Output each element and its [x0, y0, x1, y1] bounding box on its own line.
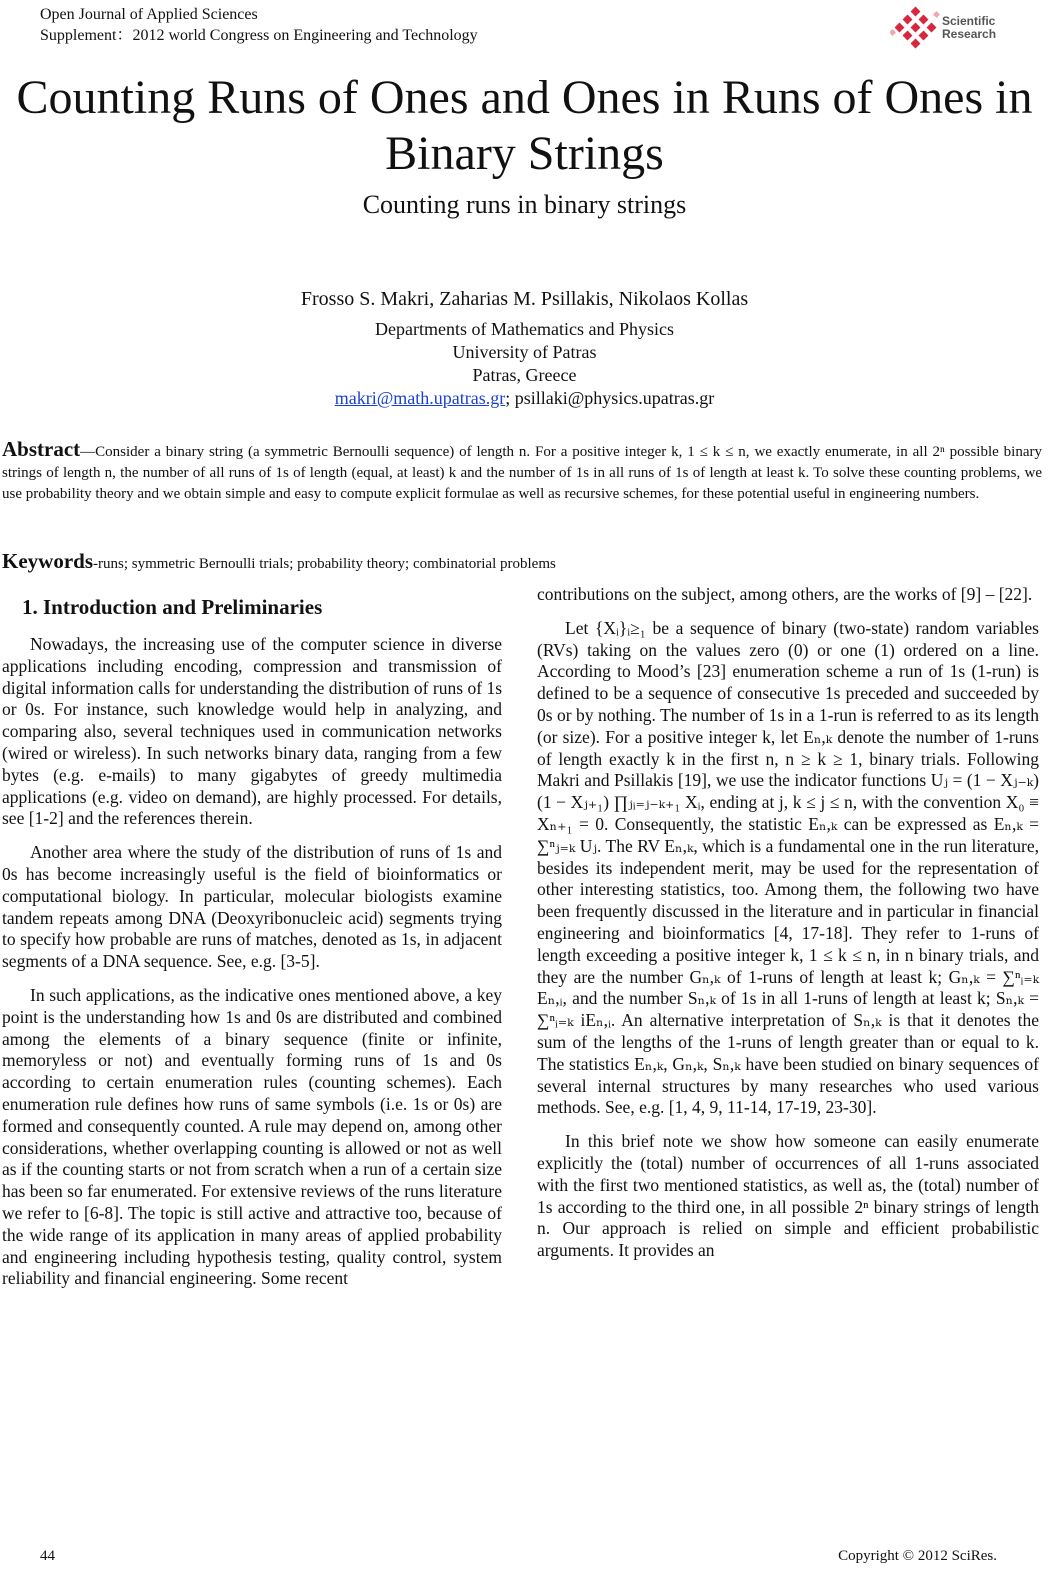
logo-text — [942, 15, 996, 41]
right-column — [537, 584, 1039, 1274]
affiliation-line: Patras, Greece — [472, 365, 577, 385]
paragraph: Let {Xᵢ}ᵢ≥₁ be a sequence of binary (two-state) random variables (RVs) taking on the values zero (0) or one (1) ordered on a line. According to Mood’s [23] enumeration scheme a run of 1s (1-run) is defined to be a sequence of consecutive 1s preceded and succeeded by 0s or by nothing. The number of 1s in a 1-run is referred to as its length (or size). For a positive integer k, let Eₙ,ₖ denote the number of 1-runs of length exactly k in the first n, n ≥ k ≥ 1, binary trials. Following Makri and Psillakis [19], we use the indicator functions Uⱼ = (1 − Xⱼ₋ₖ)(1 − Xⱼ₊₁) ∏ⱼᵢ₌ⱼ₋ₖ₊₁ Xᵢ, ending at j, k ≤ j ≤ n, with the convention X₀ ≡ Xₙ₊₁ = 0. Consequently, the statistic Eₙ,ₖ can be expressed as Eₙ,ₖ = ∑ⁿⱼ₌ₖ Uⱼ. The RV Eₙ,ₖ, which is a fundamental one in the run literature, besides its independent merit, may be used for the representation of other interesting statistics, too. Among them, the following two have been frequently discussed in the literature and in particular in financial engineering and bioinformatics [4, 17-18]. They refer to 1-runs of length exceeding a positive integer k, 1 ≤ k ≤ n, in n binary trials, and they are the number Gₙ,ₖ of 1-runs of length at least k; Gₙ,ₖ = ∑ⁿᵢ₌ₖ Eₙ,ᵢ, and the number Sₙ,ₖ of 1s in all 1-runs of length at least k; Sₙ,ₖ = ∑ⁿᵢ₌ₖ iEₙ,ᵢ. An alternative interpretation of Sₙ,ₖ is that it denotes the sum of the lengths of the 1-runs of length greater than or equal to k. The statistics Eₙ,ₖ, Gₙ,ₖ, Sₙ,ₖ have been studied on binary sequences of several internal structures by many researches who used various methods. See, e.g. [1, 4, 9, 11-14, 17-19, 23-30]. — [537, 617, 1039, 1118]
diamond-logo-icon — [890, 6, 940, 52]
affiliation-line: Departments of Mathematics and Physics — [375, 319, 674, 339]
keywords-text: -runs; symmetric Bernoulli trials; probability theory; combinatorial problems — [93, 556, 556, 572]
journal-name: Open Journal of Applied Sciences — [40, 6, 258, 23]
paragraph: In such applications, as the indicative ones mentioned above, a key point is the understanding how 1s and 0s are distributed and combined among the elements of a binary sequence (finite or infinite, memoryless or not) and eventually forming runs of 1s and 0s according to certain enumeration rules (counting schemes). Each enumeration rule defines how runs of same symbols (i.e. 1s or 0s) are formed and consequently counted. A rule may depend on, among other considerations, whether overlapping counting is allowed or not as well as if the counting starts or not from scratch when a run of a certain size has been so far enumerated. For extensive reviews of the runs literature we refer to [6-8]. The topic is still active and attractive too, because of the wide range of its application in many areas of applied probability and engineering including hypothesis testing, quality control, system reliability and financial engineering. Some recent — [2, 984, 502, 1289]
abstract-text: —Consider a binary string (a symmetric Bernoulli sequence) of length n. For a positive integer k, 1 ≤ k ≤ n, we exactly enumerate, in all 2ⁿ possible binary strings of length n, the number of all runs of 1s of length (equal, at least) k and the number of 1s in all runs of 1s of length at least k. To solve these counting problems, we use probability theory and we obtain simple and easy to compute explicit formulae as well as recursive schemes, for these potential useful in engineering numbers. — [2, 444, 1042, 502]
logo-line2: Research — [942, 27, 997, 41]
affiliation-line: University of Patras — [452, 342, 597, 362]
email-link[interactable]: makri@math.upatras.gr — [334, 388, 506, 408]
paper-subtitle: Counting runs in binary strings — [362, 190, 687, 219]
section-heading: 1. Introduction and Preliminaries — [22, 595, 323, 619]
abstract-label: Abstract — [2, 437, 81, 461]
journal-supplement: Supplement：2012 world Congress on Engineering and Technology — [40, 27, 478, 44]
copyright: Copyright © 2012 SciRes. — [838, 1548, 997, 1564]
paragraph: In this brief note we show how someone can easily enumerate explicitly the (total) number of occurrences of all 1-runs associated with the first two mentioned statistics, as well as, the (total) number of 1s according to the third one, in all possible 2ⁿ binary strings of length n. Our approach is relied on simple and efficient probabilistic arguments. It provides an — [537, 1131, 1039, 1261]
page-number: 44 — [40, 1548, 55, 1564]
email-line — [0, 387, 1049, 410]
paper-authors: Frosso S. Makri, Zaharias M. Psillakis, Nikolaos Kollas — [300, 288, 749, 310]
keywords — [2, 549, 1042, 574]
affiliation — [0, 318, 1049, 410]
logo-line1: Scientific — [942, 14, 996, 28]
abstract — [2, 439, 1042, 505]
journal-header — [40, 4, 478, 46]
publisher-logo — [890, 6, 1010, 52]
paragraph: Nowadays, the increasing use of the computer science in diverse applications including encoding, compression and transmission of digital information calls for understanding the distribution of runs of 1s or 0s. For instance, such knowledge would help in analyzing, and comparing also, several techniques used in communication networks (wired or wireless). In such networks binary data, ranging from a few bytes (e.g. e-mails) to many gigabytes of greedy multimedia applications (e.g. video on demand), are highly processed. For details, see [1-2] and the references therein. — [2, 634, 502, 829]
paragraph: contributions on the subject, among others, are the works of [9] – [22]. — [537, 584, 1033, 604]
keywords-label: Keywords — [2, 549, 93, 573]
left-column — [2, 594, 502, 1302]
email-rest: ; psillaki@physics.upatras.gr — [505, 388, 715, 408]
paragraph: Another area where the study of the distribution of runs of 1s and 0s has become increasingly useful is the field of bioinformatics or computational biology. In particular, molecular biologists examine tandem repeats among DNA (Deoxyribonucleic acid) segments trying to specify how probable are runs of matches, denoted as 1s, in adjacent segments of a DNA sequence. See, e.g. [3-5]. — [2, 842, 502, 972]
paper-title: Counting Runs of Ones and Ones in Runs of Ones in Binary Strings — [16, 71, 1033, 180]
